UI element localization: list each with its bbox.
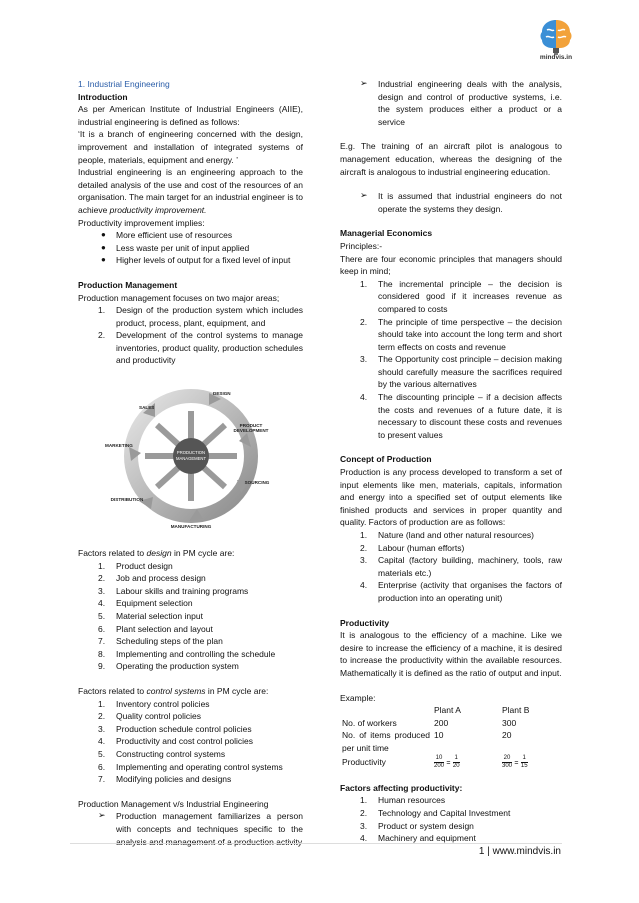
list-item: ➢ It is assumed that industrial engineers do not operate the systems they design. bbox=[360, 190, 562, 214]
table-row: No. of workers 200 300 bbox=[342, 717, 517, 728]
list-item: ➢ Industrial engineering deals with the analysis, design and control of productive systems, i.e. the system produces either a product or a service bbox=[360, 78, 562, 127]
section-title: 1. Industrial Engineering bbox=[78, 79, 170, 89]
intro-heading: Introduction bbox=[78, 91, 128, 102]
list-item: 3. Production schedule control policies bbox=[98, 723, 252, 734]
implies-list bbox=[78, 229, 303, 267]
design-factors-list bbox=[78, 560, 303, 673]
list-item: 4. The discounting principle – if a decision affects the costs and revenues of a future date, it is necessary to discount these costs and revenues to present values bbox=[360, 392, 562, 440]
me-heading: Managerial Economics bbox=[340, 228, 433, 239]
list-item: 1. The incremental principle – the decision is considered good if it increases revenue as compared to costs bbox=[360, 278, 562, 314]
vs-list-right bbox=[340, 78, 562, 128]
productivity-factors-list bbox=[340, 794, 562, 844]
pm-paragraph: Production management focuses on two major areas; bbox=[78, 292, 280, 303]
list-item: 2. Technology and Capital Investment bbox=[360, 808, 511, 819]
production-factors-list bbox=[340, 529, 562, 605]
table-header-plant-b: Plant B bbox=[502, 705, 530, 716]
me-subheading: Principles:- bbox=[340, 240, 383, 251]
list-item: 1. Human resources bbox=[360, 795, 446, 806]
diagram-label-product-development: PRODUCT bbox=[239, 423, 262, 429]
productivity-b-formula: $\frac{20}{300}$ = $\frac{1}{15}$ bbox=[502, 754, 528, 769]
list-item: 2. Quality control policies bbox=[98, 711, 202, 722]
intro-paragraph-2: ‘It is a branch of engineering concerned with the design, improvement and installation of integrated systems of people, materials, equipment and energy. ’ bbox=[78, 129, 303, 165]
diagram-label-sourcing: SOURCING bbox=[244, 480, 269, 486]
bullet-icon: ● bbox=[101, 255, 106, 265]
list-item: 2. The principle of time perspective – the decision should take into account the long term and short term effects on costs and revenue bbox=[360, 316, 562, 352]
table-row: Productivity $\frac{10}{200}$ = $\frac{1}{20}$ $\frac{20}{300}$ = $\frac{1}{15}$ bbox=[340, 755, 531, 770]
cp-paragraph: Production is any process developed to transform a set of input elements like men, materials, capitals, information and energy into a specified set of output elements like finished products and services in proper quantity and quality. Factors of production are as follows: bbox=[340, 467, 562, 528]
list-item: 9. Operating the production system bbox=[98, 661, 239, 672]
diagram-label-sales: SALES bbox=[138, 405, 154, 411]
pm-heading: Production Management bbox=[78, 279, 178, 290]
left-column bbox=[78, 78, 303, 848]
control-factors-intro: Factors related to control systems in PM cycle are: bbox=[78, 686, 269, 696]
arrow-bullet-icon: ➢ bbox=[360, 190, 368, 201]
list-item: 1. Nature (land and other natural resources) bbox=[360, 530, 534, 540]
list-item: 5. Constructing control systems bbox=[98, 748, 226, 759]
list-item: ➢ Production management familiarizes a person with concepts and techniques specific to the analysis and management of a production activity bbox=[98, 810, 303, 847]
list-item: 2. Development of the control systems to manage inventories, product quality, production schedules and productivity bbox=[98, 330, 303, 366]
example-label: Example: bbox=[340, 692, 376, 703]
list-item: 3. Capital (factory building, machinery, tools, raw materials etc.) bbox=[360, 555, 562, 578]
list-item: 1. Design of the production system which includes product, process, plant, equipment, and bbox=[98, 305, 303, 328]
diagram-label-distribution: DISTRIBUTION bbox=[110, 497, 143, 503]
list-item: 4. Productivity and cost control policies bbox=[98, 736, 254, 747]
list-item: ● More efficient use of resources bbox=[101, 230, 233, 241]
productivity-a-formula: $\frac{10}{200}$ = $\frac{1}{20}$ bbox=[434, 754, 460, 769]
list-item: 4. Enterprise (activity that organises the factors of production into an operating unit) bbox=[360, 580, 562, 603]
control-factors-list bbox=[78, 698, 303, 786]
list-item: 5. Material selection input bbox=[98, 611, 203, 622]
list-item: 4. Machinery and equipment bbox=[360, 833, 476, 844]
productivity-heading: Productivity bbox=[340, 617, 390, 628]
list-item: 6. Plant selection and layout bbox=[98, 623, 213, 634]
list-item: 1. Product design bbox=[98, 560, 173, 571]
pm-areas-list bbox=[78, 304, 303, 367]
bullet-icon: ● bbox=[101, 242, 106, 252]
arrow-bullet-icon: ➢ bbox=[98, 810, 106, 821]
list-item: 4. Equipment selection bbox=[98, 598, 193, 609]
list-item: 1. Inventory control policies bbox=[98, 698, 210, 709]
svg-text:MANAGEMENT: MANAGEMENT bbox=[175, 456, 206, 462]
svg-text:DEVELOPMENT: DEVELOPMENT bbox=[233, 428, 268, 434]
footer-divider bbox=[70, 843, 562, 844]
list-item: 3. The Opportunity cost principle – decision making should carefully measure the sacrifices required by the various alternatives bbox=[360, 354, 562, 390]
list-item: 7. Modifying policies and designs bbox=[98, 774, 232, 785]
list-item: 2. Labour (human efforts) bbox=[360, 542, 465, 553]
bullet-icon: ● bbox=[101, 230, 106, 240]
intro-paragraph-1: As per American Institute of Industrial Engineers (AIIE), industrial engineering is defined as follows: bbox=[78, 104, 303, 127]
me-intro: There are four economic principles that managers should keep in mind; bbox=[340, 253, 562, 277]
table-header-plant-a: Plant A bbox=[434, 705, 461, 716]
intro-paragraph-3 bbox=[78, 166, 303, 216]
example-paragraph: E.g. The training of an aircraft pilot is analogous to management education, whereas the designing of the aircraft is analogous to industrial engineering education. bbox=[340, 141, 562, 177]
fap-heading: Factors affecting productivity: bbox=[340, 782, 463, 793]
list-item: ● Less waste per unit of input applied bbox=[101, 242, 250, 253]
list-item: 3. Product or system design bbox=[360, 820, 474, 831]
intro-paragraph-4: Productivity improvement implies: bbox=[78, 217, 205, 228]
page-footer: 1 | www.mindvis.in bbox=[478, 846, 561, 857]
vs-list-right-2 bbox=[340, 190, 562, 215]
list-item: 6. Implementing and operating control systems bbox=[98, 761, 283, 772]
design-factors-intro: Factors related to design in PM cycle are: bbox=[78, 548, 235, 559]
right-column bbox=[340, 78, 562, 845]
diagram-label-marketing: MARKETING bbox=[104, 443, 133, 449]
svg-text:PRODUCTION: PRODUCTION bbox=[176, 450, 205, 456]
principles-list bbox=[340, 278, 562, 442]
diagram-label-manufacturing: MANUFACTURING bbox=[170, 524, 211, 530]
list-item: 3. Labour skills and training programs bbox=[98, 585, 249, 596]
productivity-paragraph: It is analogous to the efficiency of a machine. Like we desire to increase the efficiency of a machine, it is desired to increase the productivity within the available resources. Mathematically it is defined as the ratio of output and input. bbox=[340, 630, 562, 678]
intro-p3-text: Industrial engineering is an engineering approach to the detailed analysis of the use and cost of the resources of an organisation. The main target for an industrial engineer is to achieve bbox=[78, 167, 303, 215]
list-item: 2. Job and process design bbox=[98, 573, 206, 584]
table-row: No. of items produced per unit time 10 20 bbox=[342, 730, 512, 753]
production-management-cycle-diagram bbox=[91, 381, 291, 531]
logo-text: mindvis.in bbox=[539, 54, 573, 61]
diagram-label-design: DESIGN bbox=[212, 391, 231, 397]
productivity-table bbox=[340, 704, 531, 770]
intro-p3-emphasis: productivity improvement. bbox=[109, 204, 207, 215]
list-item: ● Higher levels of output for a fixed level of input bbox=[101, 255, 291, 266]
list-item: 7. Scheduling steps of the plan bbox=[98, 636, 223, 647]
table-row bbox=[340, 704, 531, 717]
cp-heading: Concept of Production bbox=[340, 454, 432, 465]
list-item: 8. Implementing and controlling the schedule bbox=[98, 648, 276, 659]
vs-heading: Production Management v/s Industrial Engineering bbox=[78, 798, 269, 809]
arrow-bullet-icon: ➢ bbox=[360, 78, 368, 88]
